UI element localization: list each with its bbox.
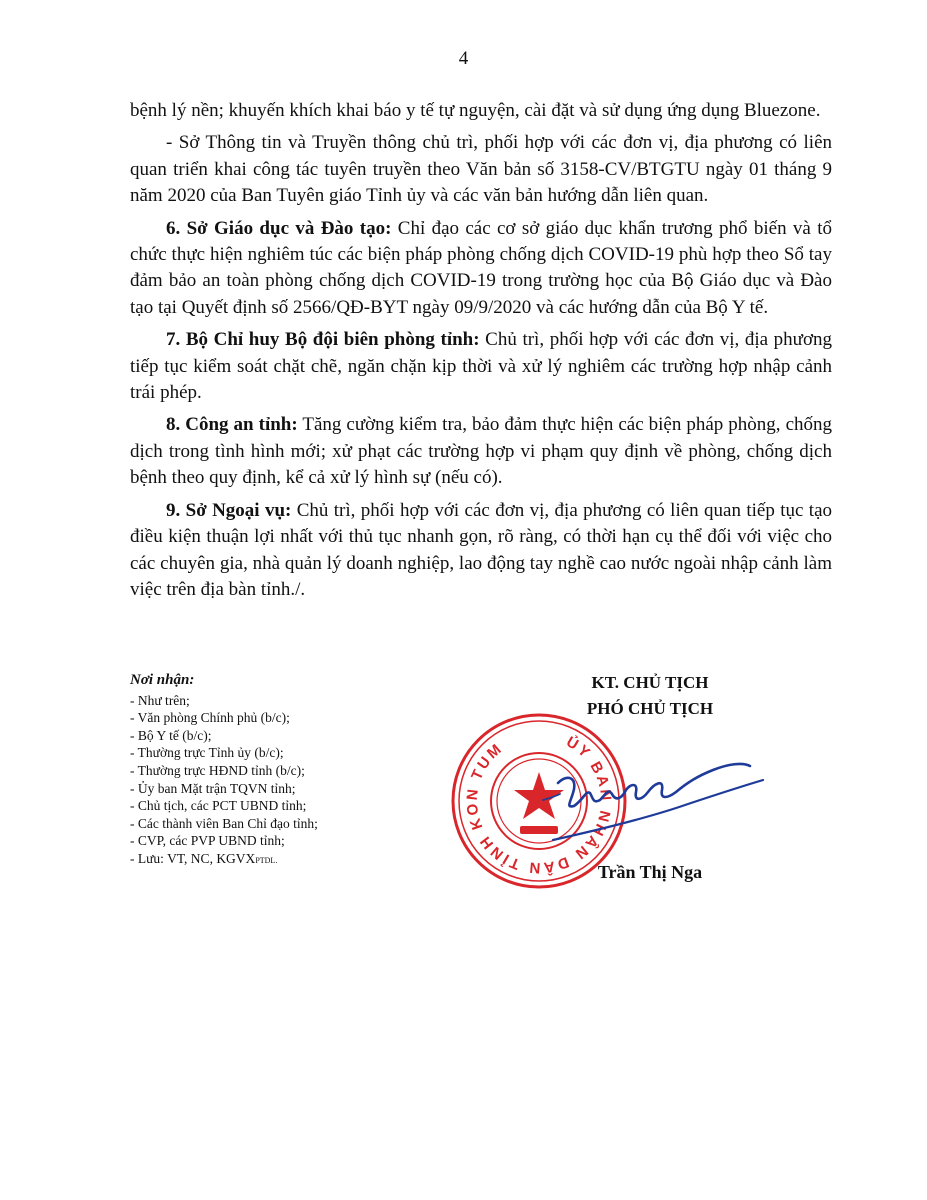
item-heading: 9. Sở Ngoại vụ: bbox=[166, 499, 292, 521]
recipient-item: - Bộ Y tế (b/c); bbox=[130, 727, 212, 743]
paragraph-text: - Sở Thông tin và Truyền thông chủ trì, phối hợp với các đơn vị, địa phương có liên quan triển khai công tác tuyên truyền theo Văn bản số 3158-CV/BTGTU ngày 01 tháng 9 năm 2020 của Ban Tuyên giáo Tỉnh ủy và các văn bản hướng dẫn liên quan. bbox=[130, 132, 832, 207]
recipient-item: - Chủ tịch, các PCT UBND tỉnh; bbox=[130, 798, 307, 814]
paragraph-item-7 bbox=[130, 327, 832, 406]
paragraph-so-thong-tin bbox=[130, 130, 832, 209]
paragraph-item-8 bbox=[130, 412, 832, 491]
paragraph-text: bệnh lý nền; khuyến khích khai báo y tế tự nguyện, cài đặt và sử dụng ứng dụng Bluezone. bbox=[130, 100, 821, 121]
recipient-item: - Thường trực HĐND tỉnh (b/c); bbox=[130, 762, 305, 778]
item-heading: 7. Bộ Chỉ huy Bộ đội biên phòng tỉnh: bbox=[166, 329, 480, 351]
recipient-item: - Như trên; bbox=[130, 692, 190, 708]
paragraph-item-9 bbox=[130, 498, 832, 604]
document-body bbox=[130, 98, 832, 609]
recipient-item-archive bbox=[130, 850, 450, 870]
item-heading: 8. Công an tỉnh: bbox=[166, 414, 298, 436]
paragraph-text: Tăng cường kiểm tra, bảo đảm thực hiện các biện pháp phòng, chống dịch trong tình hình mới; xử phạt các trường hợp vi phạm quy định về phòng, chống dịch bệnh theo quy định, kể cả xử lý hình sự (nếu có). bbox=[130, 414, 832, 489]
paragraph-continued bbox=[130, 98, 832, 124]
recipient-item: - CVP, các PVP UBND tỉnh; bbox=[130, 833, 285, 849]
recipients-block bbox=[130, 672, 450, 870]
recipient-item: - Các thành viên Ban Chỉ đạo tỉnh; bbox=[130, 815, 318, 831]
signature bbox=[538, 748, 768, 848]
archive-text: - Lưu: VT, NC, KGVX bbox=[130, 850, 256, 866]
item-heading: 6. Sở Giáo dục và Đào tạo: bbox=[166, 217, 392, 239]
page-number: 4 bbox=[458, 48, 469, 69]
paragraph-text: Chỉ đạo các cơ sở giáo dục khẩn trương phổ biến và tổ chức thực hiện nghiêm túc các biện pháp phòng chống dịch COVID-19 phù hợp theo Sổ tay đảm bảo an toàn phòng chống dịch COVID-19 trong trường học của Bộ Giáo dục và Đào tạo tại Quyết định số 2566/QĐ-BYT ngày 09/9/2020 và các hướng dẫn của Bộ Y tế. bbox=[130, 217, 832, 318]
paragraph-item-6 bbox=[130, 216, 832, 322]
signer-line-1: KT. CHỦ TỊCH bbox=[591, 673, 709, 692]
seal-text: ỦY BAN NHÂN DÂN TỈNH KON TUM bbox=[463, 733, 615, 877]
recipient-item: - Thường trực Tỉnh ủy (b/c); bbox=[130, 745, 284, 761]
recipient-item: - Ủy ban Mặt trận TQVN tỉnh; bbox=[130, 780, 296, 796]
paragraph-text: Chủ trì, phối hợp với các đơn vị, địa phương tiếp tục kiểm soát chặt chẽ, ngăn chặn kịp thời và xử lý nghiêm các trường hợp nhập cảnh trái phép. bbox=[130, 329, 832, 404]
signer-line-2: PHÓ CHỦ TỊCH bbox=[586, 699, 714, 718]
signer-name: Trần Thị Nga bbox=[597, 862, 703, 882]
paragraph-text: Chủ trì, phối hợp với các đơn vị, địa phương có liên quan tiếp tục tạo điều kiện thuận lợi nhất với thủ tục nhanh gọn, rõ ràng, có thời hạn cụ thể đối với việc cho các chuyên gia, nhà quản lý doanh nghiệp, lao động tay nghề cao nước ngoài nhập cảnh làm việc trên địa bàn tỉnh./. bbox=[130, 499, 832, 600]
recipient-item: - Văn phòng Chính phủ (b/c); bbox=[130, 710, 290, 726]
archive-subscript: PTDL. bbox=[255, 855, 278, 865]
recipients-title: Nơi nhận: bbox=[130, 672, 195, 688]
